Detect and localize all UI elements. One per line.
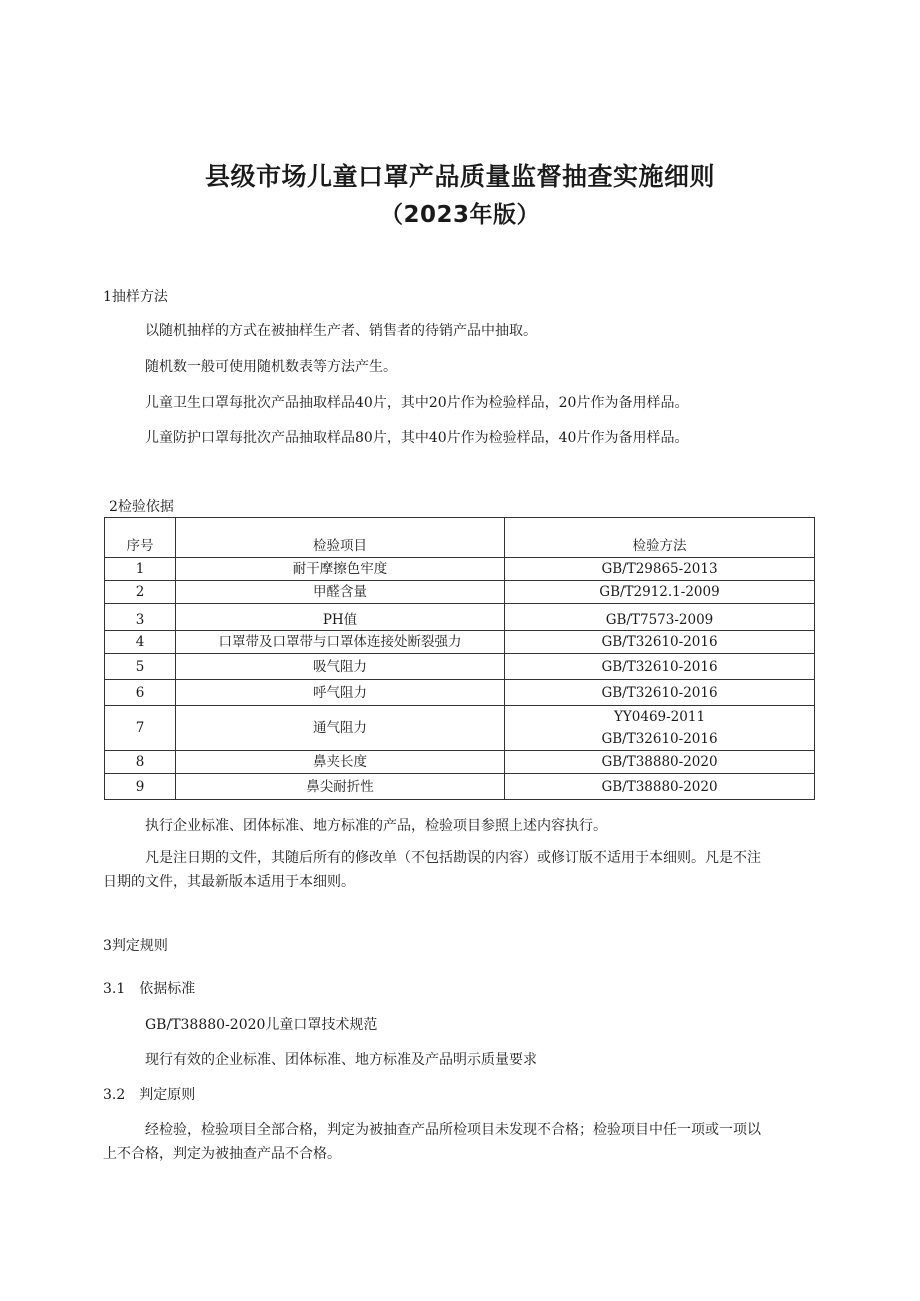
cell-method: GB/T32610-2016 (505, 654, 815, 680)
cell-no: 6 (105, 680, 176, 706)
cell-item: 通气阻力 (176, 706, 505, 751)
table-row (105, 774, 815, 800)
cell-no: 1 (105, 558, 176, 581)
section-1-paragraph: 儿童卫生口罩每批次产品抽取样品40片，其中20片作为检验样品，20片作为备用样品。 (145, 395, 689, 411)
table-row (105, 680, 815, 706)
cell-no: 5 (105, 654, 176, 680)
cell-method: GB/T29865-2013 (505, 558, 815, 581)
cell-item: 呼气阻力 (176, 680, 505, 706)
cell-item: PH值 (176, 604, 505, 631)
table-row (105, 581, 815, 604)
cell-item: 吸气阻力 (176, 654, 505, 680)
document-subtitle: （2023年版） (379, 202, 540, 228)
cell-no: 3 (105, 604, 176, 631)
cell-method: GB/T2912.1-2009 (505, 581, 815, 604)
table-row (105, 654, 815, 680)
cell-no: 4 (105, 631, 176, 654)
table-header-method: 检验方法 (505, 518, 815, 558)
table-header-no: 序号 (105, 518, 176, 558)
cell-method: GB/T32610-2016 (505, 631, 815, 654)
section-2-paragraph: 凡是注日期的文件，其随后所有的修改单（不包括勘误的内容）或修订版不适用于本细则。凡是不注日期的文件，其最新版本适用于本细则。 (103, 850, 761, 890)
cell-no: 8 (105, 751, 176, 774)
section-2-paragraph: 执行企业标准、团体标准、地方标准的产品，检验项目参照上述内容执行。 (145, 818, 607, 834)
cell-no: 7 (105, 706, 176, 751)
subsection-3-1-heading: 3.1 依据标准 (103, 981, 196, 997)
table-row (105, 706, 815, 751)
section-3-paragraph: GB/T38880-2020儿童口罩技术规范 (145, 1017, 378, 1033)
cell-item: 鼻夹长度 (176, 751, 505, 774)
inspection-table (104, 517, 815, 800)
cell-method (505, 706, 815, 751)
table-row (105, 631, 815, 654)
cell-item: 甲醛含量 (176, 581, 505, 604)
cell-no: 2 (105, 581, 176, 604)
table-row (105, 604, 815, 631)
cell-method: GB/T32610-2016 (505, 680, 815, 706)
cell-no: 9 (105, 774, 176, 800)
table-header-item: 检验项目 (176, 518, 505, 558)
section-1-heading: 1抽样方法 (103, 289, 168, 305)
section-1-paragraph: 以随机抽样的方式在被抽样生产者、销售者的待销产品中抽取。 (145, 323, 537, 339)
cell-item: 鼻尖耐折性 (176, 774, 505, 800)
section-1-paragraph: 随机数一般可使用随机数表等方法产生。 (145, 359, 397, 375)
cell-method: GB/T38880-2020 (505, 774, 815, 800)
section-3-paragraph: 现行有效的企业标准、团体标准、地方标准及产品明示质量要求 (145, 1052, 537, 1068)
table-row (105, 558, 815, 581)
cell-method-line: GB/T32610-2016 (601, 731, 718, 747)
cell-item: 耐干摩擦色牢度 (176, 558, 505, 581)
cell-method: GB/T38880-2020 (505, 751, 815, 774)
section-3-heading: 3判定规则 (103, 938, 168, 954)
section-1-paragraph: 儿童防护口罩每批次产品抽取样品80片，其中40片作为检验样品，40片作为备用样品。 (145, 430, 689, 446)
cell-item: 口罩带及口罩带与口罩体连接处断裂强力 (176, 631, 505, 654)
cell-method-line: YY0469-2011 (613, 709, 706, 725)
cell-method: GB/T7573-2009 (505, 604, 815, 631)
section-2-heading: 2检验依据 (109, 499, 174, 515)
subsection-3-2-heading: 3.2 判定原则 (103, 1087, 196, 1103)
section-3-paragraph: 经检验，检验项目全部合格，判定为被抽查产品所检项目未发现不合格；检验项目中任一项或一项以上不合格，判定为被抽查产品不合格。 (103, 1122, 761, 1162)
table-row (105, 751, 815, 774)
document-title: 县级市场儿童口罩产品质量监督抽查实施细则 (204, 162, 715, 191)
